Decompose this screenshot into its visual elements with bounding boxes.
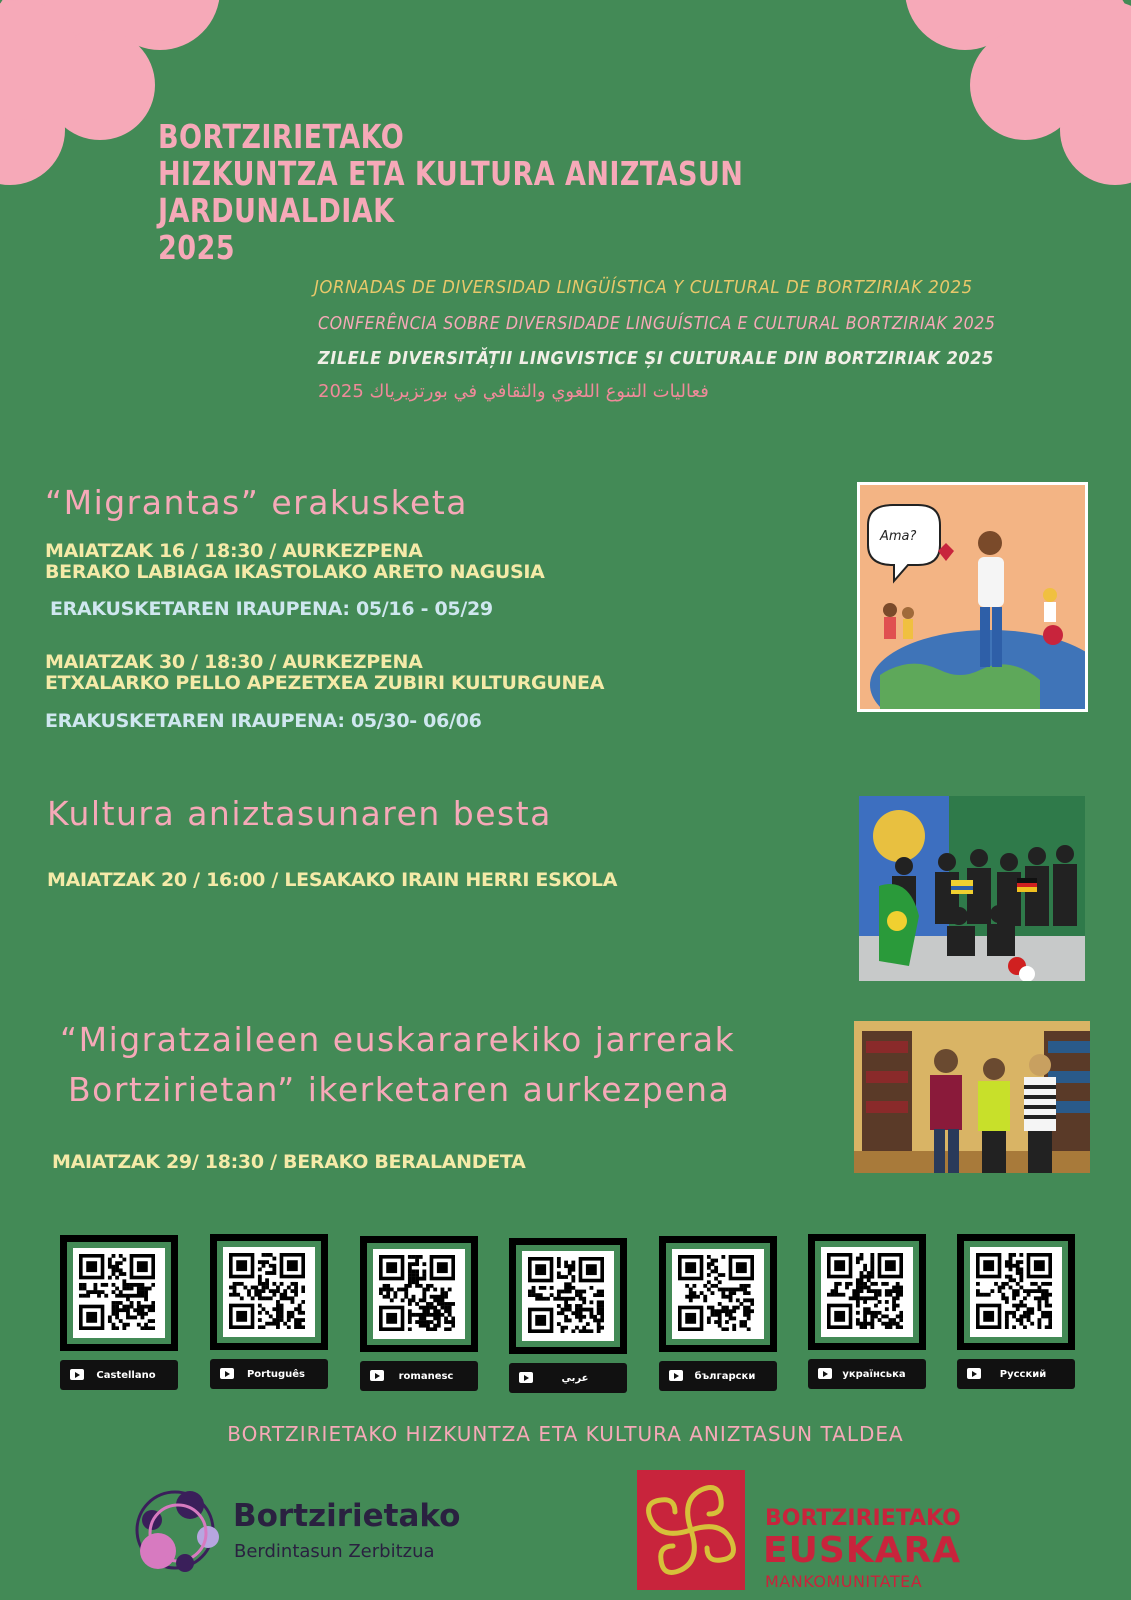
- title-line: BORTZIRIETAKO: [158, 117, 405, 156]
- kultura-group-photo: [856, 793, 1088, 984]
- youtube-play-icon: [967, 1368, 981, 1379]
- ikerketa-photo: [851, 1018, 1093, 1176]
- event-title-kultura: Kultura aniztasunaren besta: [47, 794, 552, 833]
- subtitle-spanish: JORNADAS DE DIVERSIDAD LINGÜÍSTICA Y CULTURAL DE BORTZIRIAK 2025: [314, 277, 973, 298]
- qr-code[interactable]: [360, 1236, 478, 1352]
- video-link-label: Castellano: [96, 1369, 156, 1381]
- qr-code[interactable]: [509, 1238, 627, 1354]
- corner-flower-right: [905, 0, 1131, 195]
- video-link-label: Português: [246, 1368, 306, 1380]
- video-link-button[interactable]: [659, 1361, 777, 1391]
- youtube-play-icon: [220, 1368, 234, 1379]
- video-link-button[interactable]: [808, 1359, 926, 1389]
- title-line: HIZKUNTZA ETA KULTURA ANIZTASUN: [158, 154, 744, 193]
- event-line: MAIATZAK 16 / 18:30 / AURKEZPENA: [45, 540, 423, 562]
- video-link-label: українська: [842, 1368, 906, 1380]
- video-link-label: عربي: [561, 1372, 589, 1384]
- video-link-button[interactable]: [60, 1360, 178, 1390]
- youtube-play-icon: [669, 1370, 683, 1381]
- berdintasun-logo-title: Bortzirietako: [233, 1498, 461, 1534]
- migrantas-illustration: [857, 482, 1088, 712]
- subtitle-portuguese: CONFERÊNCIA SOBRE DIVERSIDADE LINGUÍSTICA E CULTURAL BORTZIRIAK 2025: [318, 313, 996, 334]
- berdintasun-logo-subtitle: Berdintasun Zerbitzua: [234, 1541, 435, 1562]
- video-link-button[interactable]: [509, 1363, 627, 1393]
- event-line: ERAKUSKETAREN IRAUPENA: 05/30- 06/06: [45, 710, 482, 732]
- qr-code[interactable]: [659, 1236, 777, 1352]
- euskara-logo-mark: [637, 1470, 745, 1590]
- lauburu-icon: [637, 1470, 745, 1590]
- video-link-button[interactable]: [957, 1359, 1075, 1389]
- euskara-logo-line2: EUSKARA: [763, 1530, 962, 1571]
- video-link-label: Русский: [999, 1368, 1047, 1380]
- video-link-button[interactable]: [360, 1361, 478, 1391]
- berdintasun-logo: [130, 1485, 220, 1575]
- event-title-ikerketa-line1: “Migratzaileen euskararekiko jarrerak: [60, 1020, 736, 1059]
- youtube-play-icon: [70, 1369, 84, 1380]
- event-title-migrantas: “Migrantas” erakusketa: [45, 483, 469, 522]
- qr-code[interactable]: [808, 1234, 926, 1350]
- speech-bubble-text: Ama?: [880, 529, 917, 544]
- youtube-play-icon: [519, 1372, 533, 1383]
- event-line: ETXALARKO PELLO APEZETXEA ZUBIRI KULTURGUNEA: [45, 672, 605, 694]
- main-title: [158, 118, 743, 266]
- event-line: MAIATZAK 30 / 18:30 / AURKEZPENA: [45, 651, 423, 673]
- title-line: JARDUNALDIAK: [158, 191, 395, 230]
- subtitle-romanian: ZILELE DIVERSITĂȚII LINGVISTICE ȘI CULTURALE DIN BORTZIRIAK 2025: [318, 348, 994, 369]
- qr-code[interactable]: [210, 1234, 328, 1350]
- event-line: MAIATZAK 20 / 16:00 / LESAKAKO IRAIN HERRI ESKOLA: [47, 869, 618, 891]
- event-title-ikerketa-line2: Bortzirietan” ikerketaren aurkezpena: [68, 1070, 731, 1109]
- euskara-logo-line1: BORTZIRIETAKO: [765, 1506, 961, 1531]
- title-line: 2025: [158, 228, 235, 267]
- event-line: ERAKUSKETAREN IRAUPENA: 05/16 - 05/29: [50, 598, 493, 620]
- video-link-label: български: [694, 1370, 756, 1382]
- group-name: BORTZIRIETAKO HIZKUNTZA ETA KULTURA ANIZTASUN TALDEA: [227, 1422, 904, 1446]
- video-link-label: romanesc: [398, 1370, 454, 1382]
- youtube-play-icon: [370, 1370, 384, 1381]
- event-line: MAIATZAK 29/ 18:30 / BERAKO BERALANDETA: [52, 1151, 526, 1173]
- qr-code[interactable]: [957, 1234, 1075, 1350]
- subtitle-arabic: فعاليات التنوع اللغوي والثقافي في بورتزيرياك 2025: [318, 381, 709, 402]
- video-link-button[interactable]: [210, 1359, 328, 1389]
- event-line: BERAKO LABIAGA IKASTOLAKO ARETO NAGUSIA: [45, 561, 545, 583]
- youtube-play-icon: [818, 1368, 832, 1379]
- berdintasun-logo-icon: [130, 1485, 220, 1575]
- qr-code[interactable]: [60, 1235, 178, 1351]
- euskara-logo-line3: MANKOMUNITATEA: [765, 1572, 923, 1591]
